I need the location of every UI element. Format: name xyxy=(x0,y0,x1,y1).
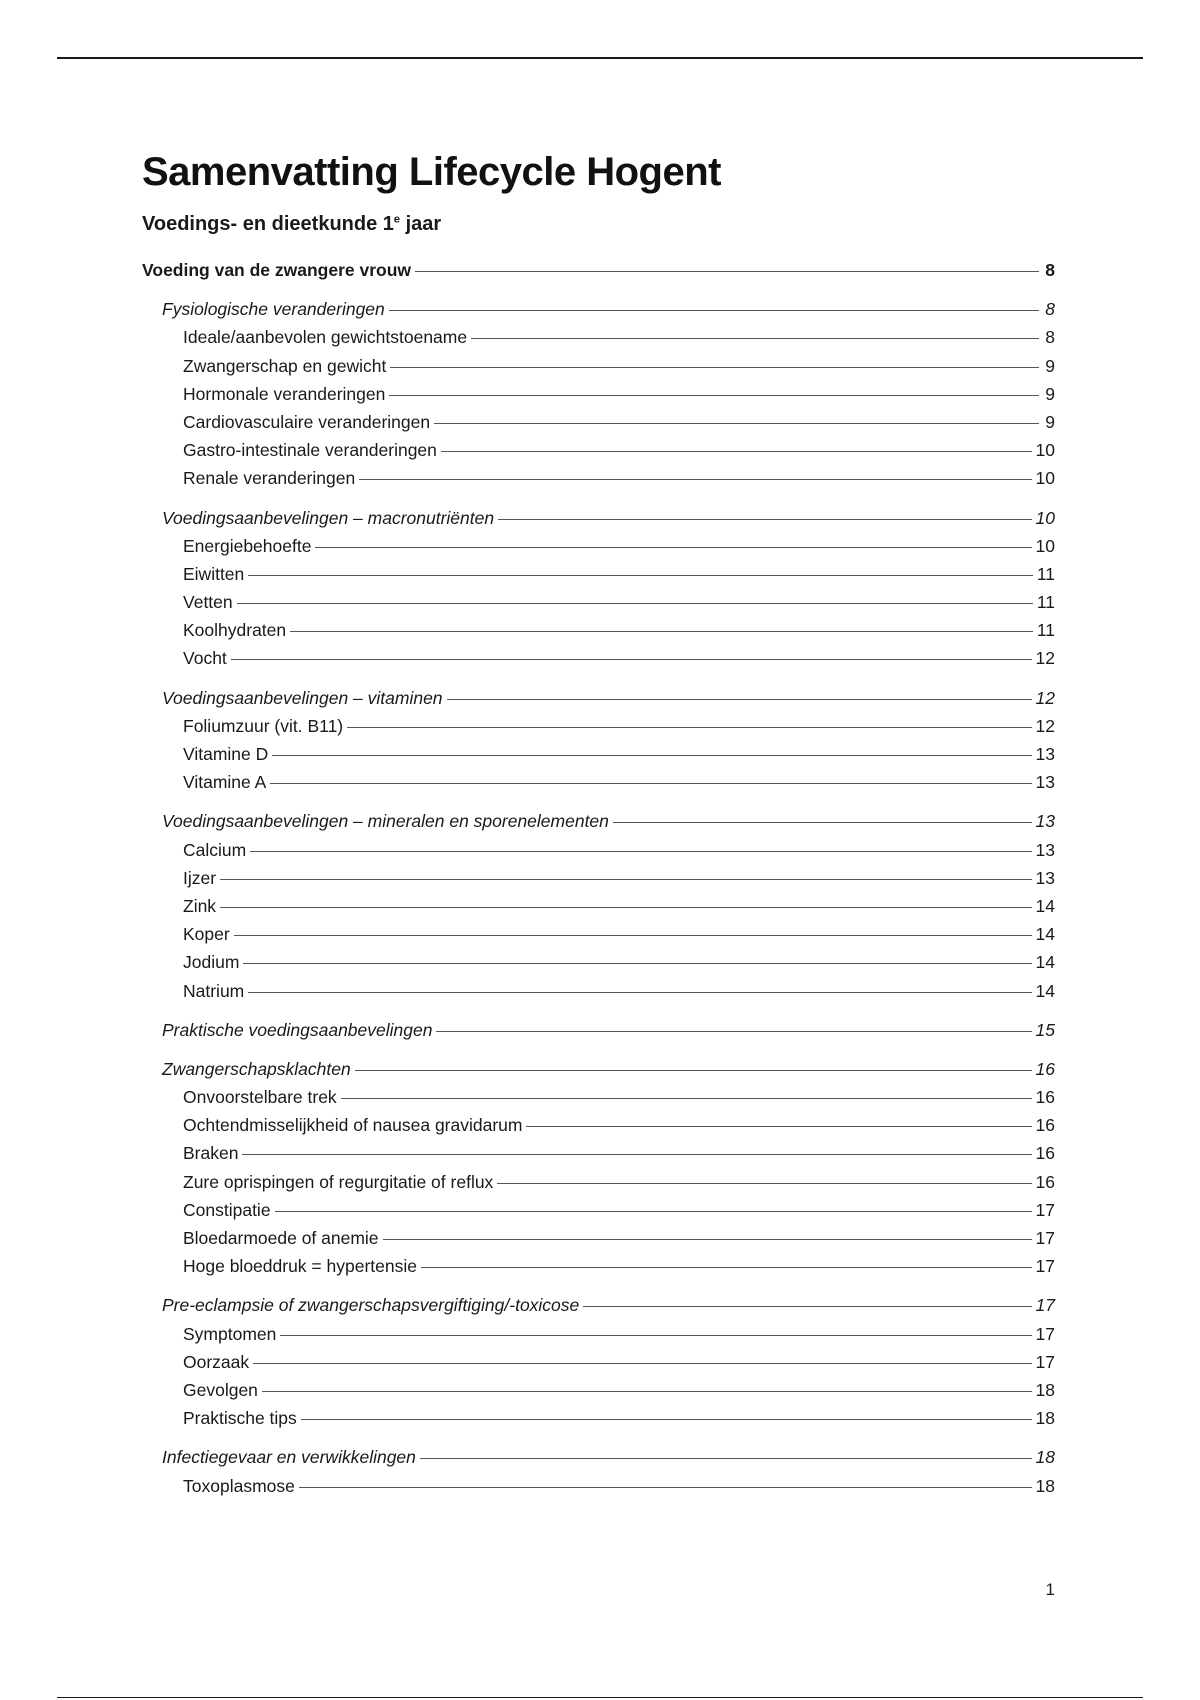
toc-entry[interactable] xyxy=(183,977,1055,1005)
toc-entry-page: 17 xyxy=(1035,1256,1055,1277)
toc-leader xyxy=(248,575,1033,576)
toc-entry-label: Koolhydraten xyxy=(183,620,287,641)
toc-entry[interactable] xyxy=(183,1376,1055,1404)
toc-entry-label: Braken xyxy=(183,1143,239,1164)
toc-entry-label: Gastro-intestinale veranderingen xyxy=(183,440,437,461)
toc-entry-label: Ideale/aanbevolen gewichtstoename xyxy=(183,327,468,348)
toc-entry-page: 18 xyxy=(1035,1379,1055,1400)
header-rule xyxy=(57,57,1143,59)
toc-entry-page: 14 xyxy=(1035,895,1055,916)
toc-entry-page: 17 xyxy=(1035,1295,1055,1316)
toc-entry-page: 10 xyxy=(1035,535,1055,556)
toc-entry[interactable] xyxy=(183,408,1055,436)
toc-entry-page: 8 xyxy=(1045,327,1055,348)
toc-entry[interactable] xyxy=(183,1083,1055,1111)
toc-entry-page: 16 xyxy=(1035,1087,1055,1108)
toc-entry-label: Calcium xyxy=(183,839,247,860)
toc-leader xyxy=(441,451,1032,452)
toc-entry[interactable] xyxy=(183,948,1055,976)
toc-entry[interactable] xyxy=(183,1404,1055,1432)
toc-entry-label: Zink xyxy=(183,895,217,916)
toc-leader xyxy=(359,479,1031,480)
toc-leader xyxy=(253,1363,1031,1364)
toc-entry[interactable] xyxy=(162,1443,1055,1471)
toc-leader xyxy=(262,1391,1032,1392)
toc-leader xyxy=(389,310,1039,311)
toc-leader xyxy=(243,963,1031,964)
toc-leader xyxy=(389,395,1039,396)
toc-entry[interactable] xyxy=(183,1224,1055,1252)
toc-entry-page: 12 xyxy=(1035,648,1055,669)
toc-leader xyxy=(471,338,1039,339)
toc-entry-page: 14 xyxy=(1035,952,1055,973)
footer-rule xyxy=(57,1697,1143,1698)
toc-entry-page: 13 xyxy=(1035,772,1055,793)
toc-leader xyxy=(301,1419,1032,1420)
toc-entry[interactable] xyxy=(142,256,1055,284)
toc-leader xyxy=(220,907,1031,908)
toc-entry[interactable] xyxy=(162,807,1055,835)
toc-leader xyxy=(421,1267,1032,1268)
toc-entry[interactable] xyxy=(183,436,1055,464)
toc-entry-label: Zure oprispingen of regurgitatie of reflux xyxy=(183,1171,494,1192)
toc-leader xyxy=(250,851,1031,852)
toc-entry-label: Symptomen xyxy=(183,1323,277,1344)
toc-entry[interactable] xyxy=(183,768,1055,796)
document-subtitle xyxy=(142,212,1055,236)
toc-entry[interactable] xyxy=(183,740,1055,768)
toc-leader xyxy=(434,423,1039,424)
toc-entry[interactable] xyxy=(183,588,1055,616)
toc-entry[interactable] xyxy=(183,864,1055,892)
toc-entry-page: 17 xyxy=(1035,1228,1055,1248)
toc-leader xyxy=(420,1458,1032,1459)
toc-leader xyxy=(583,1306,1031,1307)
toc-entry-label: Ijzer xyxy=(183,867,217,888)
toc-entry[interactable] xyxy=(183,836,1055,864)
toc-entry-page: 8 xyxy=(1045,299,1055,320)
toc-entry[interactable] xyxy=(183,380,1055,408)
toc-leader xyxy=(237,603,1033,604)
toc-entry-label: Vocht xyxy=(183,648,227,669)
toc-entry[interactable] xyxy=(162,504,1055,532)
toc-leader xyxy=(341,1098,1032,1099)
toc-entry[interactable] xyxy=(162,295,1055,323)
toc-leader xyxy=(280,1335,1031,1336)
toc-entry-page: 16 xyxy=(1035,1171,1055,1192)
table-of-contents xyxy=(142,256,1055,1500)
toc-entry[interactable] xyxy=(183,1348,1055,1376)
toc-entry-label: Fysiologische veranderingen xyxy=(162,299,385,320)
toc-entry-label: Hoge bloeddruk = hypertensie xyxy=(183,1256,417,1277)
toc-entry-label: Toxoplasmose xyxy=(183,1475,295,1496)
toc-entry[interactable] xyxy=(183,1168,1055,1196)
toc-entry-label: Cardiovasculaire veranderingen xyxy=(183,411,431,432)
toc-leader xyxy=(498,519,1031,520)
toc-entry[interactable] xyxy=(162,1055,1055,1083)
toc-entry-page: 14 xyxy=(1035,980,1055,1001)
toc-entry-label: Praktische voedingsaanbevelingen xyxy=(162,1019,433,1040)
toc-entry-label: Infectiegevaar en verwikkelingen xyxy=(162,1447,416,1468)
toc-leader xyxy=(347,727,1031,728)
toc-entry-label: Vitamine D xyxy=(183,744,269,764)
toc-leader xyxy=(497,1183,1031,1184)
document-body xyxy=(142,148,1055,1500)
toc-entry-label: Gevolgen xyxy=(183,1379,258,1400)
toc-leader xyxy=(275,1211,1032,1212)
toc-entry-page: 9 xyxy=(1045,411,1055,432)
toc-leader xyxy=(315,547,1031,548)
toc-entry-page: 13 xyxy=(1035,867,1055,888)
toc-leader xyxy=(290,631,1033,632)
toc-entry[interactable] xyxy=(183,892,1055,920)
toc-leader xyxy=(231,659,1032,660)
toc-entry-page: 18 xyxy=(1035,1475,1055,1496)
toc-entry-label: Natrium xyxy=(183,980,245,1001)
toc-entry[interactable] xyxy=(183,1472,1055,1500)
toc-entry-label: Energiebehoefte xyxy=(183,535,312,556)
toc-leader xyxy=(390,367,1039,368)
toc-entry-page: 11 xyxy=(1036,592,1055,613)
toc-entry-label: Oorzaak xyxy=(183,1351,250,1372)
toc-entry[interactable] xyxy=(183,712,1055,740)
toc-entry-label: Hormonale veranderingen xyxy=(183,383,386,404)
toc-leader xyxy=(272,755,1031,756)
toc-entry-label: Voedingsaanbevelingen – macronutriënten xyxy=(162,507,495,528)
toc-entry-label: Zwangerschapsklachten xyxy=(162,1058,351,1079)
toc-leader xyxy=(355,1070,1032,1071)
toc-entry-page: 17 xyxy=(1035,1323,1055,1344)
toc-entry-page: 12 xyxy=(1035,687,1055,708)
toc-entry[interactable] xyxy=(162,1291,1055,1319)
toc-leader xyxy=(270,783,1031,784)
toc-leader xyxy=(447,699,1032,700)
toc-entry-page: 16 xyxy=(1035,1143,1055,1164)
toc-entry-page: 8 xyxy=(1045,260,1055,280)
toc-entry[interactable] xyxy=(183,352,1055,380)
toc-entry-page: 10 xyxy=(1035,440,1055,461)
toc-entry[interactable] xyxy=(183,532,1055,560)
toc-entry[interactable] xyxy=(183,1196,1055,1224)
toc-entry-label: Koper xyxy=(183,924,230,945)
toc-entry-label: Voedingsaanbevelingen – mineralen en sporenelementen xyxy=(162,811,609,832)
toc-entry[interactable] xyxy=(183,1252,1055,1280)
toc-entry-page: 9 xyxy=(1045,383,1055,404)
toc-entry-page: 18 xyxy=(1035,1447,1055,1468)
toc-entry[interactable] xyxy=(162,1016,1055,1044)
toc-entry-page: 16 xyxy=(1035,1115,1055,1136)
toc-entry-page: 14 xyxy=(1035,924,1055,945)
toc-entry-page: 10 xyxy=(1035,507,1055,528)
toc-entry-page: 16 xyxy=(1035,1058,1055,1079)
toc-entry[interactable] xyxy=(162,684,1055,712)
toc-entry[interactable] xyxy=(183,1320,1055,1348)
toc-entry-page: 12 xyxy=(1035,715,1055,736)
toc-entry[interactable] xyxy=(183,644,1055,672)
toc-entry-label: Voedingsaanbevelingen – vitaminen xyxy=(162,687,443,708)
toc-entry-label: Renale veranderingen xyxy=(183,468,356,489)
toc-entry-label: Constipatie xyxy=(183,1199,271,1220)
toc-entry-page: 17 xyxy=(1035,1351,1055,1372)
toc-entry-label: Vitamine A xyxy=(183,772,267,793)
toc-entry[interactable] xyxy=(183,1139,1055,1167)
toc-entry-label: Zwangerschap en gewicht xyxy=(183,355,387,376)
toc-entry[interactable] xyxy=(183,464,1055,492)
toc-leader xyxy=(383,1239,1032,1240)
toc-entry[interactable] xyxy=(183,920,1055,948)
toc-leader xyxy=(234,935,1032,936)
toc-entry-label: Voeding van de zwangere vrouw xyxy=(142,260,412,280)
toc-leader xyxy=(220,879,1031,880)
toc-leader xyxy=(415,271,1039,272)
toc-entry-label: Jodium xyxy=(183,952,240,973)
toc-entry-page: 13 xyxy=(1035,744,1055,764)
subtitle-text: Voedings- en dieetkunde 1 xyxy=(142,213,394,235)
toc-entry[interactable] xyxy=(183,1111,1055,1139)
toc-leader xyxy=(248,992,1031,993)
toc-entry-page: 13 xyxy=(1035,839,1055,860)
toc-entry-label: Bloedarmoede of anemie xyxy=(183,1228,379,1248)
toc-entry[interactable] xyxy=(183,560,1055,588)
toc-entry[interactable] xyxy=(183,323,1055,351)
toc-leader xyxy=(242,1154,1031,1155)
toc-entry-page: 10 xyxy=(1035,468,1055,489)
toc-entry-label: Onvoorstelbare trek xyxy=(183,1087,337,1108)
toc-leader xyxy=(436,1031,1031,1032)
toc-entry-page: 17 xyxy=(1035,1199,1055,1220)
toc-entry-page: 9 xyxy=(1045,355,1055,376)
toc-entry[interactable] xyxy=(183,616,1055,644)
subtitle-suffix: jaar xyxy=(400,213,442,235)
toc-entry-page: 11 xyxy=(1036,620,1055,641)
toc-entry-page: 15 xyxy=(1035,1019,1055,1040)
toc-leader xyxy=(299,1487,1032,1488)
subtitle-superscript: e xyxy=(393,213,401,226)
toc-entry-label: Vetten xyxy=(183,592,233,613)
toc-entry-label: Pre-eclampsie of zwangerschapsvergiftiging/-toxicose xyxy=(162,1295,580,1316)
page-number: 1 xyxy=(1045,1580,1055,1599)
document-title: Samenvatting Lifecycle Hogent xyxy=(142,150,721,194)
toc-entry-label: Eiwitten xyxy=(183,563,245,584)
toc-entry-page: 13 xyxy=(1035,811,1055,832)
toc-entry-page: 11 xyxy=(1036,563,1055,584)
toc-entry-label: Praktische tips xyxy=(183,1408,297,1429)
toc-entry-label: Foliumzuur (vit. B11) xyxy=(183,715,344,736)
toc-entry-label: Ochtendmisselijkheid of nausea gravidarum xyxy=(183,1115,523,1136)
toc-leader xyxy=(526,1126,1031,1127)
toc-leader xyxy=(613,822,1032,823)
toc-entry-page: 18 xyxy=(1035,1408,1055,1429)
